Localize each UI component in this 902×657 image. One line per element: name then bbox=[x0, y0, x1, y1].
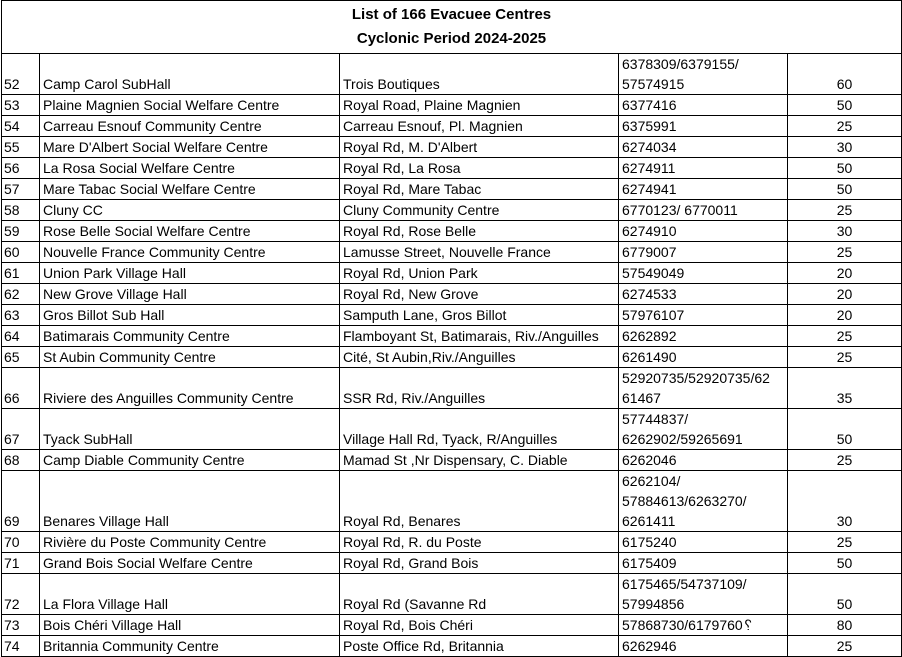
phone-line: 6274911 bbox=[622, 160, 676, 176]
centre-address: Poste Office Rd, Britannia bbox=[340, 636, 619, 657]
table-row bbox=[2, 532, 902, 553]
centre-capacity: 25 bbox=[788, 326, 902, 347]
centre-address: Village Hall Rd, Tyack, R/Anguilles bbox=[340, 409, 619, 450]
phone-line: 6274533 bbox=[622, 286, 677, 302]
table-row bbox=[2, 242, 902, 263]
centre-name: St Aubin Community Centre bbox=[40, 347, 340, 368]
row-number: 61 bbox=[2, 263, 40, 284]
table-row bbox=[2, 200, 902, 221]
phone-line: 6770123/ 6770011 bbox=[622, 202, 738, 218]
row-number: 56 bbox=[2, 158, 40, 179]
centre-phone bbox=[619, 116, 788, 137]
row-number: 63 bbox=[2, 305, 40, 326]
centre-address: Carreau Esnouf, Pl. Magnien bbox=[340, 116, 619, 137]
centre-name: Camp Diable Community Centre bbox=[40, 450, 340, 471]
table-row bbox=[2, 116, 902, 137]
centre-name: Carreau Esnouf Community Centre bbox=[40, 116, 340, 137]
table-row bbox=[2, 368, 902, 409]
row-number: 74 bbox=[2, 636, 40, 657]
phone-line: 6262104/ bbox=[622, 473, 681, 489]
table-row bbox=[2, 471, 902, 532]
centre-name: Bois Chéri Village Hall bbox=[40, 615, 340, 636]
centre-address: Royal Rd, M. D'Albert bbox=[340, 137, 619, 158]
centre-address: SSR Rd, Riv./Anguilles bbox=[340, 368, 619, 409]
title-row bbox=[2, 1, 902, 54]
phone-line: 6377416 bbox=[622, 97, 677, 113]
centre-name: New Grove Village Hall bbox=[40, 284, 340, 305]
row-number: 66 bbox=[2, 368, 40, 409]
row-number: 67 bbox=[2, 409, 40, 450]
row-number: 58 bbox=[2, 200, 40, 221]
phone-line: 57549049 bbox=[622, 265, 685, 281]
centre-name: Nouvelle France Community Centre bbox=[40, 242, 340, 263]
centre-capacity: 25 bbox=[788, 636, 902, 657]
title-line-1: List of 166 Evacuee Centres bbox=[351, 6, 552, 23]
row-number: 62 bbox=[2, 284, 40, 305]
centre-phone bbox=[619, 284, 788, 305]
evacuee-centres-table bbox=[1, 0, 902, 657]
row-number: 59 bbox=[2, 221, 40, 242]
centre-phone bbox=[619, 221, 788, 242]
table-row bbox=[2, 636, 902, 657]
phone-line: 6779007 bbox=[622, 244, 677, 260]
centre-capacity: 35 bbox=[788, 368, 902, 409]
table-row bbox=[2, 221, 902, 242]
phone-line: 6262946 bbox=[622, 638, 677, 654]
centre-phone bbox=[619, 532, 788, 553]
centre-name: Batimarais Community Centre bbox=[40, 326, 340, 347]
centre-phone bbox=[619, 263, 788, 284]
centre-capacity: 80 bbox=[788, 615, 902, 636]
centre-capacity: 50 bbox=[788, 574, 902, 615]
centre-capacity: 25 bbox=[788, 116, 902, 137]
centre-address: Royal Rd, Union Park bbox=[340, 263, 619, 284]
phone-line: 57976107 bbox=[622, 307, 685, 323]
table-row bbox=[2, 574, 902, 615]
centre-address: Samputh Lane, Gros Billot bbox=[340, 305, 619, 326]
phone-line: 57574915 bbox=[622, 76, 685, 92]
centre-capacity: 50 bbox=[788, 409, 902, 450]
phone-line: 57994856 bbox=[622, 596, 685, 612]
phone-line: 57744837/ bbox=[622, 411, 689, 427]
centre-name: Gros Billot Sub Hall bbox=[40, 305, 340, 326]
centre-name: Mare D'Albert Social Welfare Centre bbox=[40, 137, 340, 158]
centre-address: Royal Rd, Bois Chéri bbox=[340, 615, 619, 636]
phone-line: 6175240 bbox=[622, 534, 677, 550]
table-row bbox=[2, 347, 902, 368]
table-row bbox=[2, 284, 902, 305]
phone-line: 6378309/6379155/ bbox=[622, 56, 739, 72]
centre-capacity: 20 bbox=[788, 284, 902, 305]
phone-line: 6375991 bbox=[622, 118, 677, 134]
centre-phone bbox=[619, 409, 788, 450]
phone-line: 6262046 bbox=[622, 452, 677, 468]
row-number: 71 bbox=[2, 553, 40, 574]
centre-capacity: 30 bbox=[788, 221, 902, 242]
centre-capacity: 50 bbox=[788, 553, 902, 574]
centre-phone bbox=[619, 179, 788, 200]
row-number: 55 bbox=[2, 137, 40, 158]
centre-address: Cluny Community Centre bbox=[340, 200, 619, 221]
table-row bbox=[2, 450, 902, 471]
centre-capacity: 30 bbox=[788, 471, 902, 532]
centre-capacity: 20 bbox=[788, 263, 902, 284]
centre-name: Riviere des Anguilles Community Centre bbox=[40, 368, 340, 409]
table-row bbox=[2, 95, 902, 116]
table-row bbox=[2, 158, 902, 179]
centre-capacity: 25 bbox=[788, 450, 902, 471]
centre-name: Union Park Village Hall bbox=[40, 263, 340, 284]
row-number: 68 bbox=[2, 450, 40, 471]
row-number: 52 bbox=[2, 54, 40, 95]
row-number: 69 bbox=[2, 471, 40, 532]
centre-capacity: 30 bbox=[788, 137, 902, 158]
phone-line: 6261490 bbox=[622, 349, 677, 365]
centre-address: Royal Rd, Rose Belle bbox=[340, 221, 619, 242]
centre-name: Plaine Magnien Social Welfare Centre bbox=[40, 95, 340, 116]
centre-capacity: 25 bbox=[788, 532, 902, 553]
centre-name: Tyack SubHall bbox=[40, 409, 340, 450]
phone-line: 52920735/52920735/62 bbox=[622, 370, 770, 386]
centre-capacity: 50 bbox=[788, 158, 902, 179]
row-number: 57 bbox=[2, 179, 40, 200]
centre-phone bbox=[619, 200, 788, 221]
centre-capacity: 25 bbox=[788, 200, 902, 221]
table-title bbox=[2, 1, 902, 54]
row-number: 65 bbox=[2, 347, 40, 368]
row-number: 53 bbox=[2, 95, 40, 116]
phone-line: 57884613/6263270/ bbox=[622, 493, 747, 509]
centre-name: Rivière du Poste Community Centre bbox=[40, 532, 340, 553]
phone-line: 6262892 bbox=[622, 328, 677, 344]
centre-address: Royal Rd, Grand Bois bbox=[340, 553, 619, 574]
phone-line: 6175409 bbox=[622, 555, 677, 571]
centre-phone bbox=[619, 54, 788, 95]
row-number: 60 bbox=[2, 242, 40, 263]
centre-phone bbox=[619, 326, 788, 347]
centre-capacity: 60 bbox=[788, 54, 902, 95]
centre-address: Royal Road, Plaine Magnien bbox=[340, 95, 619, 116]
centre-name: Benares Village Hall bbox=[40, 471, 340, 532]
centre-address: Lamusse Street, Nouvelle France bbox=[340, 242, 619, 263]
centre-phone bbox=[619, 471, 788, 532]
centre-phone bbox=[619, 242, 788, 263]
centre-phone bbox=[619, 137, 788, 158]
row-number: 70 bbox=[2, 532, 40, 553]
centre-phone bbox=[619, 553, 788, 574]
phone-line: 6175465/54737109/ bbox=[622, 576, 747, 592]
centre-capacity: 50 bbox=[788, 95, 902, 116]
table-row bbox=[2, 263, 902, 284]
table-row bbox=[2, 54, 902, 95]
table-row bbox=[2, 553, 902, 574]
centre-address: Trois Boutiques bbox=[340, 54, 619, 95]
table-row bbox=[2, 137, 902, 158]
centre-phone bbox=[619, 574, 788, 615]
row-number: 54 bbox=[2, 116, 40, 137]
row-number: 72 bbox=[2, 574, 40, 615]
centre-name: La Rosa Social Welfare Centre bbox=[40, 158, 340, 179]
centre-name: Cluny CC bbox=[40, 200, 340, 221]
centre-phone bbox=[619, 450, 788, 471]
row-number: 73 bbox=[2, 615, 40, 636]
phone-line: 6274910 bbox=[622, 223, 677, 239]
centre-phone bbox=[619, 636, 788, 657]
centre-phone bbox=[619, 347, 788, 368]
table-row bbox=[2, 409, 902, 450]
centre-address: Flamboyant St, Batimarais, Riv./Anguilles bbox=[340, 326, 619, 347]
phone-line: 6274034 bbox=[622, 139, 677, 155]
centre-phone bbox=[619, 95, 788, 116]
centre-name: Grand Bois Social Welfare Centre bbox=[40, 553, 340, 574]
centre-capacity: 25 bbox=[788, 347, 902, 368]
table-row bbox=[2, 615, 902, 636]
centre-phone bbox=[619, 615, 788, 636]
centre-address: Royal Rd, Mare Tabac bbox=[340, 179, 619, 200]
table-row bbox=[2, 305, 902, 326]
centre-address: Cité, St Aubin,Riv./Anguilles bbox=[340, 347, 619, 368]
centre-name: Rose Belle Social Welfare Centre bbox=[40, 221, 340, 242]
centre-name: Camp Carol SubHall bbox=[40, 54, 340, 95]
centre-phone bbox=[619, 368, 788, 409]
row-number: 64 bbox=[2, 326, 40, 347]
centre-address: Royal Rd (Savanne Rd bbox=[340, 574, 619, 615]
phone-line: 6274941 bbox=[622, 181, 677, 197]
centre-name: Britannia Community Centre bbox=[40, 636, 340, 657]
centre-capacity: 20 bbox=[788, 305, 902, 326]
centre-capacity: 25 bbox=[788, 242, 902, 263]
phone-line: 6261411 bbox=[622, 513, 676, 529]
centre-phone bbox=[619, 305, 788, 326]
centre-address: Royal Rd, La Rosa bbox=[340, 158, 619, 179]
table-row bbox=[2, 326, 902, 347]
centre-capacity: 50 bbox=[788, 179, 902, 200]
table-row bbox=[2, 179, 902, 200]
phone-line: 61467 bbox=[622, 390, 661, 406]
centre-name: La Flora Village Hall bbox=[40, 574, 340, 615]
title-line-2: Cyclonic Period 2024-2025 bbox=[356, 30, 547, 47]
centre-address: Royal Rd, Benares bbox=[340, 471, 619, 532]
phone-line: 6262902/59265691 bbox=[622, 431, 743, 447]
centre-name: Mare Tabac Social Welfare Centre bbox=[40, 179, 340, 200]
centre-address: Royal Rd, New Grove bbox=[340, 284, 619, 305]
centre-phone bbox=[619, 158, 788, 179]
centre-address: Royal Rd, R. du Poste bbox=[340, 532, 619, 553]
centre-address: Mamad St ,Nr Dispensary, C. Diable bbox=[340, 450, 619, 471]
phone-line: 57868730/6179760␦ bbox=[622, 617, 754, 633]
